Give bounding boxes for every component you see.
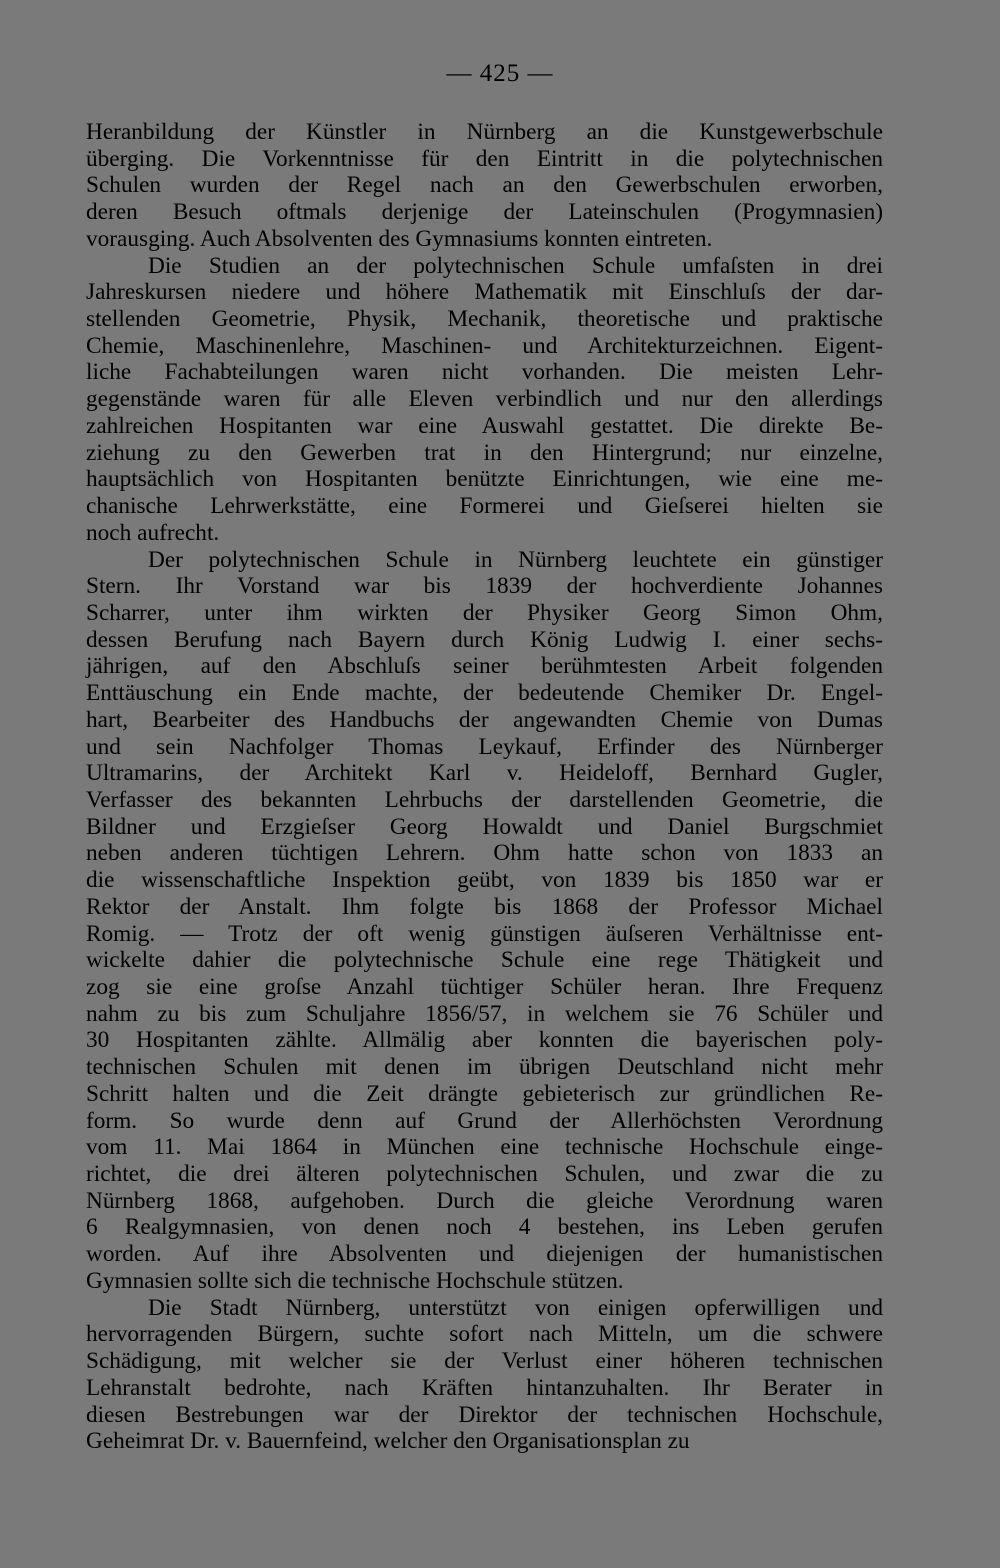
text-line: jährigen, auf den Abschluſs seiner berühmtesten Arbeit folgenden [86, 653, 883, 680]
text-line: diesen Bestrebungen war der Direktor der technischen Hochschule, [86, 1401, 883, 1428]
paragraph [86, 253, 883, 547]
text-line: chanische Lehrwerkstätte, eine Formerei und Gieſserei hielten sie [86, 493, 883, 520]
paragraph [86, 547, 883, 1295]
text-line: Lehranstalt bedrohte, nach Kräften hintanzuhalten. Ihr Berater in [86, 1374, 883, 1401]
text-line: 6 Realgymnasien, von denen noch 4 bestehen, ins Leben gerufen [86, 1214, 883, 1241]
page-number-header: — 425 — [446, 60, 554, 87]
text-line: stellenden Geometrie, Physik, Mechanik, theoretische und praktische [86, 306, 883, 333]
text-line: Die Studien an der polytechnischen Schule umfaſsten in drei [148, 252, 883, 279]
text-line: worden. Auf ihre Absolventen und diejenigen der humanistischen [86, 1241, 883, 1268]
text-line: überging. Die Vorkenntnisse für den Eintritt in die polytechnischen [86, 145, 883, 172]
text-line: Jahreskursen niedere und höhere Mathematik mit Einschluſs der dar- [86, 279, 883, 306]
text-line: hart, Bearbeiter des Handbuchs der angewandten Chemie von Dumas [86, 706, 883, 733]
text-line: hervorragenden Bürgern, suchte sofort nach Mitteln, um die schwere [86, 1321, 883, 1348]
text-line: Heranbildung der Künstler in Nürnberg an die Kunstgewerbschule [86, 119, 883, 145]
text-line: liche Fachabteilungen waren nicht vorhanden. Die meisten Lehr- [86, 359, 883, 386]
text-line: hauptsächlich von Hospitanten benützte Einrichtungen, wie eine me- [86, 466, 883, 493]
text-line: noch aufrecht. [86, 519, 220, 546]
text-line: Der polytechnischen Schule in Nürnberg leuchtete ein günstiger [148, 546, 883, 573]
text-line: Schritt halten und die Zeit drängte gebieterisch zur gründlichen Re- [86, 1080, 883, 1107]
paragraph [86, 119, 883, 253]
text-line: neben anderen tüchtigen Lehrern. Ohm hatte schon von 1833 an [86, 840, 883, 867]
text-line: Verfasser des bekannten Lehrbuchs der darstellenden Geometrie, die [86, 786, 883, 813]
text-line: zog sie eine groſse Anzahl tüchtiger Schüler heran. Ihre Frequenz [86, 974, 883, 1000]
text-line: gegenstände waren für alle Eleven verbindlich und nur den allerdings [86, 386, 883, 413]
text-line: zahlreichen Hospitanten war eine Auswahl gestattet. Die direkte Be- [86, 412, 883, 439]
text-line: Bildner und Erzgieſser Georg Howaldt und Daniel Burgschmiet [86, 813, 883, 840]
text-line: technischen Schulen mit denen im übrigen Deutschland nicht mehr [86, 1054, 883, 1081]
text-line: nahm zu bis zum Schuljahre 1856/57, in welchem sie 76 Schüler und [86, 1000, 883, 1027]
body-text [86, 119, 883, 1455]
text-line: die wissenschaftliche Inspektion geübt, von 1839 bis 1850 war er [86, 867, 883, 894]
text-line: Schulen wurden der Regel nach an den Gewerbschulen erworben, [86, 172, 883, 199]
text-line: richtet, die drei älteren polytechnischen Schulen, und zwar die zu [86, 1161, 883, 1188]
text-line: wickelte dahier die polytechnische Schule eine rege Thätigkeit und [86, 947, 883, 974]
text-line: Rektor der Anstalt. Ihm folgte bis 1868 der Professor Michael [86, 893, 883, 920]
text-line: deren Besuch oftmals derjenige der Lateinschulen (Progymnasien) [86, 199, 883, 226]
text-line: Schädigung, mit welcher sie der Verlust einer höheren technischen [86, 1348, 883, 1375]
text-line: Stern. Ihr Vorstand war bis 1839 der hochverdiente Johannes [86, 573, 883, 600]
text-line: ziehung zu den Gewerben trat in den Hintergrund; nur einzelne, [86, 439, 883, 466]
text-line: vorausging. Auch Absolventen des Gymnasiums konnten eintreten. [86, 225, 713, 252]
text-line: dessen Berufung nach Bayern durch König Ludwig I. einer sechs- [86, 626, 883, 653]
text-line: Enttäuschung ein Ende machte, der bedeutende Chemiker Dr. Engel- [86, 680, 883, 707]
text-line: Ultramarins, der Architekt Karl v. Heideloff, Bernhard Gugler, [86, 760, 883, 787]
text-line: form. So wurde denn auf Grund der Allerhöchsten Verordnung [86, 1107, 883, 1134]
text-line: und sein Nachfolger Thomas Leykauf, Erfinder des Nürnberger [86, 733, 883, 760]
text-line: Geheimrat Dr. v. Bauernfeind, welcher den Organisationsplan zu [86, 1428, 690, 1455]
text-line: Chemie, Maschinenlehre, Maschinen- und Architekturzeichnen. Eigent- [86, 332, 883, 359]
text-line: Die Stadt Nürnberg, unterstützt von einigen opferwilligen und [148, 1294, 883, 1321]
text-line: 30 Hospitanten zählte. Allmälig aber konnten die bayerischen poly- [86, 1027, 883, 1054]
text-line: vom 11. Mai 1864 in München eine technische Hochschule einge- [86, 1134, 883, 1161]
text-line: Romig. — Trotz der oft wenig günstigen äuſseren Verhältnisse ent- [86, 920, 883, 947]
paragraph [86, 1295, 883, 1455]
text-line: Gymnasien sollte sich die technische Hochschule stützen. [86, 1267, 624, 1294]
text-line: Nürnberg 1868, aufgehoben. Durch die gleiche Verordnung waren [86, 1187, 883, 1214]
text-line: Scharrer, unter ihm wirkten der Physiker Georg Simon Ohm, [86, 599, 883, 626]
